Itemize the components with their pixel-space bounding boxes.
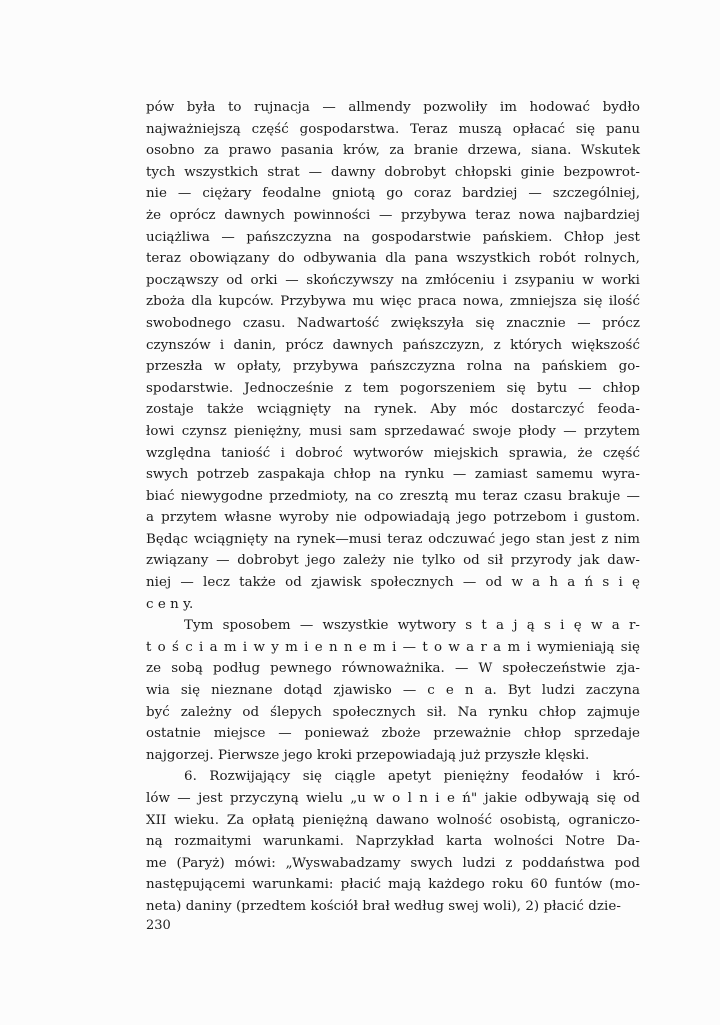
text-line: t o ś c i a m i w y m i e n n e m i — t o w a r a m i wymieniają się — [146, 639, 640, 655]
text-line: neta) daniny (przedtem kościół brał według swej woli), 2) płacić dzie- — [146, 898, 621, 914]
text-line: osobno za prawo pasania krów, za branie drzewa, siana. Wskutek — [146, 143, 640, 159]
text-line: uciążliwa — pańszczyzna na gospodarstwie pańskiem. Chłop jest — [146, 229, 640, 245]
text-line: 6. Rozwijający się ciągle apetyt pieniężny feodałów i kró- — [184, 769, 640, 785]
paragraph — [146, 615, 640, 766]
paragraph — [146, 97, 640, 615]
text-line: pów była to rujnacja — allmendy pozwoliły im hodować bydło — [146, 100, 640, 115]
text-line: nie — ciężary feodalne gniotą go coraz bardziej — szczególniej, — [146, 186, 640, 202]
text-line: zostaje także wciągnięty na rynek. Aby móc dostarczyć feoda- — [146, 402, 640, 418]
text-line: biać niewygodne przedmioty, na co zresztą mu teraz czasu brakuje — — [146, 488, 640, 504]
text-line: być zależny od ślepych społecznych sił. Na rynku chłop zajmuje — [146, 704, 640, 720]
text-line: tych wszystkich strat — dawny dobrobyt chłopski ginie bezpowrot- — [146, 164, 640, 180]
text-line: wia się nieznane dotąd zjawisko — c e n a. Byt ludzi zaczyna — [146, 683, 640, 699]
text-line: me (Paryż) mówi: „Wyswabadzamy swych ludzi z poddaństwa pod — [146, 855, 640, 871]
text-line: ostatnie miejsce — ponieważ zboże przeważnie chłop sprzedaje — [146, 726, 640, 742]
text-line: swych potrzeb zaspakaja chłop na rynku — zamiast samemu wyra- — [146, 467, 640, 483]
page-number: 230 — [146, 918, 171, 933]
text-line: swobodnego czasu. Nadwartość zwiększyła się znacznie — prócz — [146, 315, 640, 331]
text-line: lów — jest przyczyną wielu „u w o l n i e ń" jakie odbywają się od — [146, 791, 640, 806]
text-line: łowi czynsz pieniężny, musi sam sprzedawać swoje płody — przytem — [146, 423, 640, 439]
text-line: XII wieku. Za opłatą pieniężną dawano wolność osobistą, ograniczo- — [146, 812, 640, 828]
text-line: związany — dobrobyt jego zależy nie tylko od sił przyrody jak daw- — [146, 553, 640, 569]
text-line: zboża dla kupców. Przybywa mu więc praca nowa, zmniejsza się ilość — [146, 294, 640, 310]
text-line: począwszy od orki — skończywszy na zmłóceniu i zsypaniu w worki — [146, 272, 640, 288]
body-text — [146, 97, 640, 918]
text-line: Tym sposobem — wszystkie wytwory s t a j ą s i ę w a r- — [184, 618, 640, 634]
text-line: najgorzej. Pierwsze jego kroki przepowiadają już przyszłe klęski. — [146, 747, 590, 763]
text-line: czynszów i danin, prócz dawnych pańszczyzn, z których większość — [146, 337, 640, 353]
text-line: Będąc wciągnięty na rynek—musi teraz odczuwać jego stan jest z nim — [146, 531, 640, 547]
text-line: a przytem własne wyroby nie odpowiadają jego potrzebom i gustom. — [146, 510, 640, 526]
text-line: najważniejszą część gospodarstwa. Teraz muszą opłacać się panu — [146, 121, 640, 137]
text-line: następującemi warunkami: płacić mają każdego roku 60 funtów (mo- — [146, 877, 640, 893]
text-line: przeszła w opłaty, przybywa pańszczyzna rolna na pańskiem go- — [146, 359, 640, 375]
paragraph — [146, 766, 640, 917]
text-line: ze sobą podług pewnego równoważnika. — W społeczeństwie zja- — [146, 661, 640, 677]
text-line: że oprócz dawnych powinności — przybywa teraz nowa najbardziej — [146, 207, 640, 223]
text-line: spodarstwie. Jednocześnie z tem pogorszeniem się bytu — chłop — [146, 380, 640, 396]
text-line: c e n y. — [146, 596, 194, 612]
text-line: względna taniość i dobroć wytworów miejskich sprawia, że część — [146, 445, 640, 461]
text-line: ną rozmaitymi warunkami. Naprzykład karta wolności Notre Da- — [146, 834, 640, 850]
text-line: teraz obowiązany do odbywania dla pana wszystkich robót rolnych, — [146, 251, 640, 267]
text-line: niej — lecz także od zjawisk społecznych — od w a h a ń s i ę — [146, 575, 640, 591]
